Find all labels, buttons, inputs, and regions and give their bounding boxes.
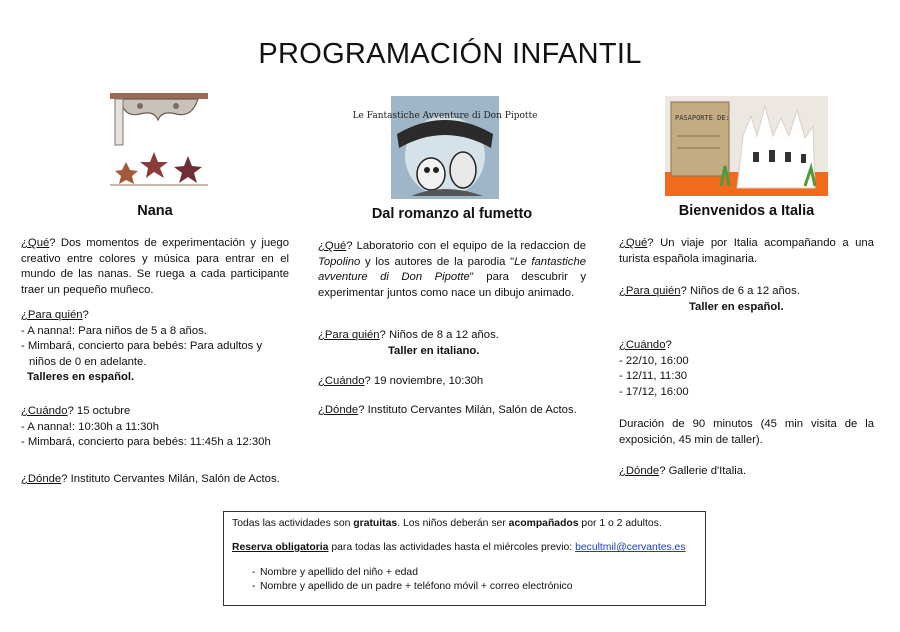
italia-passport-image: [665, 96, 828, 196]
para-text: ? Niños de 8 a 12 años.: [379, 329, 499, 341]
que-text: y los autores de la parodia ": [360, 255, 515, 268]
italia-donde: [619, 464, 874, 480]
page-title: PROGRAMACIÓN INFANTIL: [258, 38, 642, 70]
notice-bullet: - Nombre y apellido de un padre + teléfono móvil + correo electrónico: [232, 580, 697, 594]
para-text: ? Niños de 6 a 12 años.: [680, 285, 800, 297]
fumetto-que: [318, 239, 586, 301]
heading-italia: Bienvenidos a Italia: [678, 203, 815, 219]
que-italic: Topolino: [318, 255, 361, 268]
que-text: " para descubrir y experimentar juntos como nace un dibujo animado.: [318, 271, 586, 299]
cuando-item: - 12/11, 11:30: [619, 370, 688, 382]
cuando-label: ¿Cuándo: [318, 375, 365, 387]
notice-text: por 1 o 2 adultos.: [578, 518, 662, 529]
donde-text: ? Instituto Cervantes Milán, Salón de Actos.: [61, 473, 280, 485]
nana-cuando: [21, 404, 289, 451]
italia-cuando: [619, 338, 874, 400]
notice-text: para todas las actividades hasta el miércoles previo:: [328, 542, 576, 553]
nana-para: [21, 308, 289, 386]
donde-text: ? Gallerie d'Italia.: [659, 465, 747, 477]
language-note: Talleres en español.: [27, 371, 135, 383]
fumetto-para: [318, 328, 586, 359]
cuando-item: - Mimbará, concierto para bebés: 11:45h a 12:30h: [21, 436, 271, 448]
notice-line-2: [232, 541, 697, 555]
donde-text: ? Instituto Cervantes Milán, Salón de Actos.: [358, 404, 577, 416]
italia-duration: Duración de 90 minutos (45 min visita de la exposición, 45 min de taller).: [619, 418, 874, 446]
language-note: Taller en italiano.: [388, 344, 480, 357]
cuando-label: ¿Cuándo: [21, 405, 68, 417]
don-pipotte-cover-image: [352, 96, 538, 199]
nana-que: [21, 236, 289, 298]
notice-bullet: - Nombre y apellido del niño + edad: [232, 566, 697, 580]
cuando-item: - A nanna!: 10:30h a 11:30h: [21, 420, 159, 433]
cuando-label: ¿Cuándo: [619, 339, 666, 351]
para-label: ¿Para quién: [318, 329, 380, 341]
que-italic: Le fantastiche avventure di Don Pipotte: [318, 255, 587, 283]
notice-bold: gratuitas: [353, 518, 398, 529]
cuando-text: ? 19 noviembre, 10:30h: [364, 375, 484, 387]
heading-fumetto: Dal romanzo al fumetto: [371, 206, 533, 222]
donde-label: ¿Dónde: [619, 465, 660, 477]
que-text: ? Un viaje por Italia acompañando a una turista española imaginaria.: [619, 237, 874, 265]
para-item: - A nanna!: Para niños de 5 a 8 años.: [21, 324, 207, 337]
fumetto-donde: [318, 403, 593, 419]
email-link[interactable]: becultmil@cervantes.es: [575, 542, 686, 553]
notice-bold: Reserva obligatoria: [232, 542, 329, 553]
italia-para: [619, 284, 874, 315]
notice-text: Todas las actividades son: [232, 518, 354, 529]
que-text: ? Laboratorio con el equipo de la redaccion de: [346, 240, 586, 252]
donde-label: ¿Dónde: [318, 404, 359, 416]
notice-box: [223, 511, 706, 606]
que-text: ? Dos momentos de experimentación y juego creativo entre colores y música para entrar en el mundo de las nanas. Se ruega a cada participante traer un pequeño muñeco.: [21, 237, 289, 296]
donde-label: ¿Dónde: [21, 473, 62, 485]
cover-top-text: Le Fantastiche Avventure di Don Pipotte: [352, 111, 538, 121]
que-label: ¿Qué: [21, 237, 50, 249]
cuando-text: ?: [665, 339, 672, 351]
notice-bold: acompañados: [508, 518, 579, 529]
cuando-item: - 22/10, 16:00: [619, 354, 689, 367]
nana-image: [110, 90, 208, 188]
notice-line-1: [232, 517, 697, 531]
notice-text: . Los niños deberán ser: [397, 518, 509, 529]
italia-que: [619, 236, 874, 267]
para-label: ¿Para quién: [21, 309, 83, 321]
passport-label: PASAPORTE DE:: [675, 114, 730, 122]
cuando-item: - 17/12, 16:00: [619, 385, 689, 398]
que-label: ¿Qué: [619, 237, 648, 249]
para-text: ?: [82, 309, 89, 321]
heading-nana: Nana: [137, 203, 173, 219]
para-item: - Mimbará, concierto para bebés: Para adultos y: [21, 340, 263, 352]
que-label: ¿Qué: [318, 240, 347, 252]
language-note: Taller en español.: [689, 300, 784, 313]
nana-donde: [21, 472, 296, 488]
cuando-text: ? 15 octubre: [67, 405, 131, 417]
fumetto-cuando: [318, 374, 586, 390]
para-item: niños de 0 en adelante.: [29, 355, 147, 368]
para-label: ¿Para quién: [619, 285, 681, 297]
